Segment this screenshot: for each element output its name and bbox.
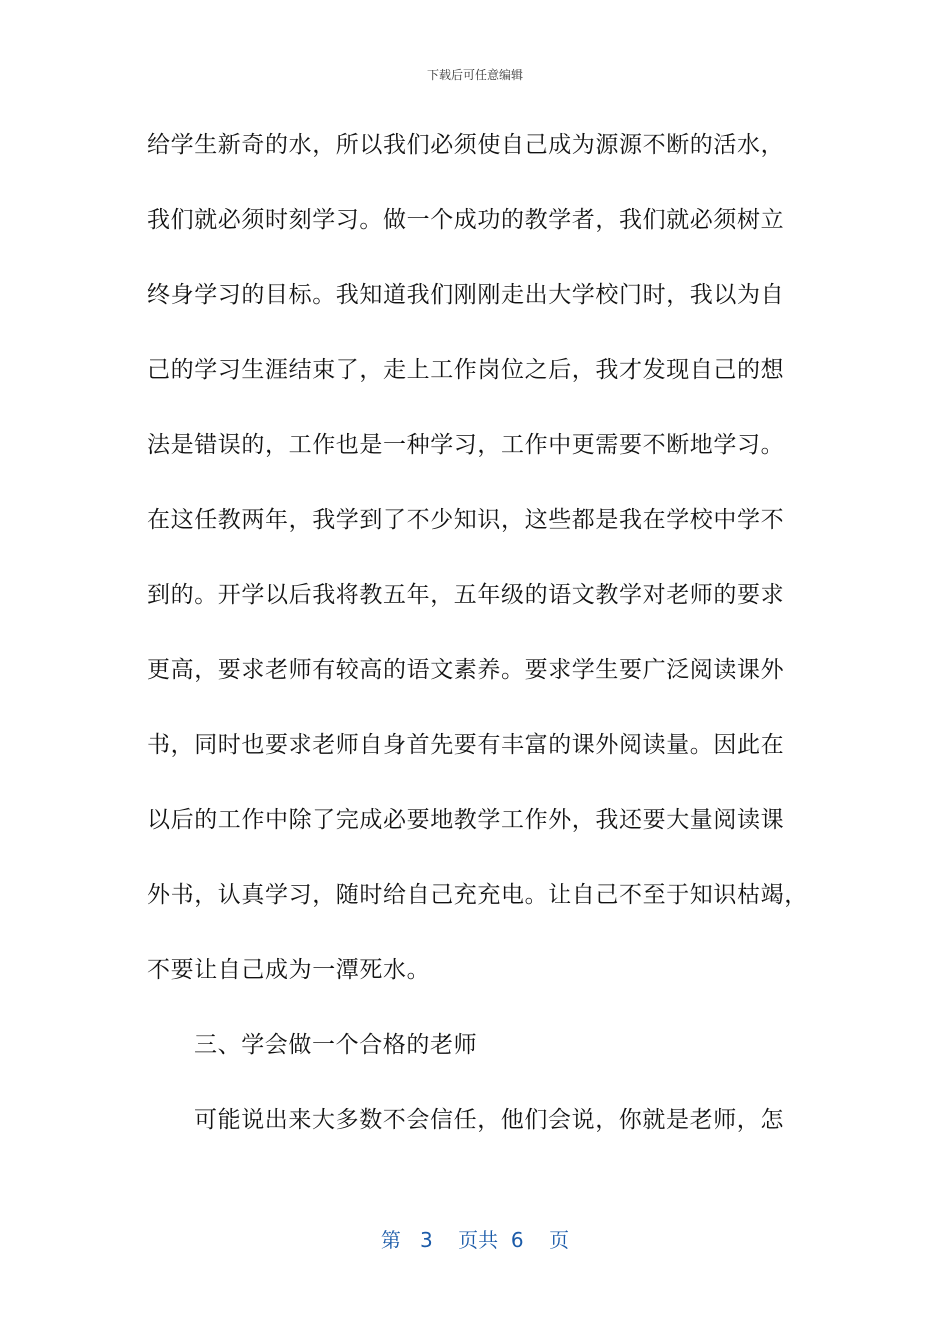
body-line: 法是错误的，工作也是一种学习，工作中更需要不断地学习。 [147,432,785,458]
body-line: 我们就必须时刻学习。做一个成功的教学者，我们就必须树立 [147,207,785,233]
body-line: 可能说出来大多数不会信任，他们会说，你就是老师，怎 [194,1107,784,1133]
footer-prefix: 第 [380,1228,401,1252]
footer-middle: 页共 [458,1228,499,1252]
footer-suffix: 页 [549,1228,570,1252]
page-footer [0,1224,950,1253]
body-line: 给学生新奇的水，所以我们必须使自己成为源源不断的活水， [147,132,785,158]
body-line: 到的。开学以后我将教五年，五年级的语文教学对老师的要求 [147,582,785,608]
body-line: 己的学习生涯结束了，走上工作岗位之后，我才发现自己的想 [147,357,785,383]
footer-total-pages: 6 [510,1228,524,1252]
body-line: 更高，要求老师有较高的语文素养。要求学生要广泛阅读课外 [147,657,785,683]
body-line: 不要让自己成为一潭死水。 [147,957,431,983]
page-header: 下载后可任意编辑 [426,68,523,82]
footer-current-page: 3 [420,1228,433,1252]
body-line: 外书，认真学习，随时给自己充充电。让自己不至于知识枯竭， [147,882,808,908]
body-line: 书，同时也要求老师自身首先要有丰富的课外阅读量。因此在 [147,732,785,758]
body-line: 在这任教两年，我学到了不少知识，这些都是我在学校中学不 [147,507,785,533]
section-heading: 三、学会做一个合格的老师 [194,1032,478,1058]
body-line: 终身学习的目标。我知道我们刚刚走出大学校门时，我以为自 [147,282,785,308]
body-line: 以后的工作中除了完成必要地教学工作外，我还要大量阅读课 [147,807,785,833]
